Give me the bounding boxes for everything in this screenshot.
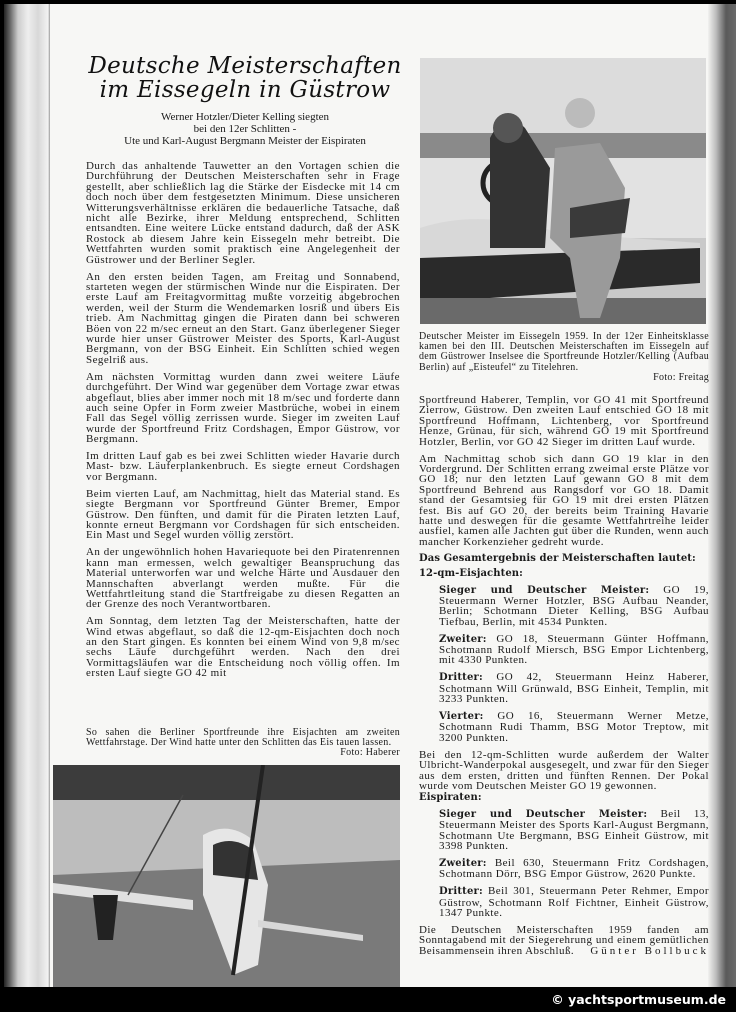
result-place: Zweiter:: [439, 633, 487, 645]
result-text: Beil 630, Steuermann Fritz Cordshagen, Schotmann Dörr, BSG Empor Güstrow, 2620 Punkte.: [439, 856, 710, 881]
result-place: Vierter:: [439, 711, 484, 723]
watermark: © yachtsportmuseum.de: [551, 992, 726, 1007]
paragraph: An der ungewöhnlich hohen Havariequote bei den Piratenrennen kann man ermessen, welch gewaltiger Beanspruchung das Material unterworfen war und welche Härte und Ausdauer den Mannschaften abverlangt werden mußte. Für die Wettfahrtleitung stand die Startfreigabe zu diesen Regatten an der Grenze des noch Verantwortbaren.: [86, 546, 400, 611]
left-column: [86, 161, 400, 685]
class-heading-12qm: 12-qm-Eisjachten:: [419, 568, 523, 580]
closing-paragraph: [419, 925, 709, 956]
title-line-1: Deutsche Meisterschaften: [88, 53, 402, 79]
paragraph: Bei den 12-qm-Schlitten wurde außerdem der Walter Ulbricht-Wanderpokal ausgesegelt, und zwar für den Sieger aus dem ersten, dritten und fünften Rennen. Der Pokal wurde vom Deutschen Meister GO 19 gewonnen.: [419, 748, 709, 792]
article-title: [85, 54, 405, 102]
article-subtitle: [85, 111, 405, 147]
result-entry: [419, 711, 709, 743]
subtitle-line: Ute und Karl-August Bergmann Meister der Eispiraten: [124, 135, 366, 147]
result-text: GO 19, Steuermann Werner Hotzler, BSG Aufbau Neander, Berlin; Schotmann Dieter Kelling, BSG Aufbau Tiefbau, Berlin, mit 4534 Punkten.: [439, 583, 710, 628]
paragraph: Am nächsten Vormittag wurden dann zwei weitere Läufe durchgeführt. Der Wind war gegenüber dem Vortage zwar etwas abgeflaut, blies aber immer noch mit 18 m/sec und forderte dann auch seine Opfer in Form zweier Mastbrüche, wobei in einem Fall das Segel völlig zerrissen wurde. Sieger im zweiten Lauf wurde der Sportfreund Fritz Cordshagen, Empor Güstrow, vor Bergmann.: [86, 370, 400, 446]
right-column: [419, 395, 709, 963]
photo-credit: Foto: Freitag: [653, 371, 709, 383]
paragraph: Sportfreund Haberer, Templin, vor GO 41 mit Sportfreund Zierrow, Güstrow. Den zweiten Lauf entschied GO 18 mit Sportfreund Hoffmann, Lichtenberg, vor Sportfreund Henze, Grünau, für sich, während GO 19 mit Sportfreund Hotzler, Berlin, vor GO 42 Sieger im dritten Lauf wurde.: [419, 394, 709, 448]
page-edge-stack: [4, 4, 50, 987]
book-binding-shadow: [708, 4, 736, 987]
paragraph: Durch das anhaltende Tauwetter an den Vortagen schien die Durchführung der Deutschen Meisterschaften sehr in Frage gestellt, aber schließlich lag die Stärke der Eisdecke mit 14 cm doch noch über dem festgesetzten Minimum. Diese unsicheren Witterungsverhältnisse erklären die bedauerliche Tatsache, daß nicht alle Bezirke, ihrer Meldung entsprechend, Schlitten entsandten. Eine weitere Lücke entstand dadurch, daß der ASK Rostock ab diesem Jahre kein Eissegeln mehr betreibt. Die Wettfahrten wurden somit praktisch eine Angelegenheit der Güstrower und der Berliner Segler.: [86, 160, 400, 266]
paragraph: Am Nachmittag schob sich dann GO 19 klar in den Vordergrund. Der Schlitten errang zweimal erste Plätze vor GO 18; nur den letzten Lauf gewann GO 8 mit dem Sportfreund Behrend aus Rangsdorf vor GO 18. Damit stand der Gesamtsieg für GO 19 mit drei ersten Plätzen fest. Bis auf GO 20, der bereits beim Training Havarie hatte und deswegen für die gesamte Wettfahrtreihe leider ausfiel, kamen alle Jachten gut über die Runden, wenn auch mancher Korkenzieher gedreht wurde.: [419, 452, 709, 548]
result-text: GO 42, Steuermann Heinz Haberer, Schotmann Will Grünwald, BSG Einheit, Templin, mit 3233 Punkten.: [439, 671, 709, 706]
bottom-photo-caption: [86, 728, 400, 759]
results-heading: Das Gesamtergebnis der Meisterschaften lautet:: [419, 552, 696, 564]
result-place: Dritter:: [439, 886, 483, 898]
result-text: GO 16, Steuermann Werner Metze, Schotmann Rudi Thamm, BSG Motor Treptow, mit 3200 Punkten.: [439, 710, 709, 744]
result-text: GO 18, Steuermann Günter Hoffmann, Schotmann Rudolf Miersch, BSG Empor Lichtenberg, mit 4330 Punkten.: [439, 632, 709, 667]
caption-text: So sahen die Berliner Sportfreunde ihre Eisjachten am zweiten Wettfahrstage. Der Wind hatte unter den Schlitten das Eis tauen lassen.: [86, 727, 400, 749]
result-text: Beil 13, Steuermann Meister des Sports Karl-August Bergmann, Schotmann Ute Bergmann, BSG Einheit Güstrow, mit 3398 Punkten.: [439, 807, 709, 853]
result-place: Dritter:: [439, 672, 483, 684]
result-entry: [419, 634, 709, 666]
author-signature: Günter Bollbuck: [590, 944, 709, 957]
photo-ice-yachts-on-thawed-ice: [53, 765, 400, 987]
photo-ice-yacht-champions: [420, 58, 706, 324]
paragraph: Im dritten Lauf gab es bei zwei Schlitten wieder Havarie durch Mast- bzw. Läuferplankenbruch. Es siegte erneut Cordshagen vor Bergmann.: [86, 450, 400, 483]
photo-credit: Foto: Haberer: [340, 747, 400, 759]
result-text: Beil 301, Steuermann Peter Rehmer, Empor Güstrow, Schotmann Rolf Fichtner, Einheit Güstrow, 1347 Punkte.: [439, 885, 709, 920]
subtitle-line: Werner Hotzler/Dieter Kelling siegten: [160, 111, 330, 123]
result-place: Sieger und Deutscher Meister:: [439, 808, 648, 820]
class-heading-eispiraten: Eispiraten:: [419, 792, 482, 804]
top-photo-caption: [419, 332, 709, 383]
closing-text: Die Deutschen Meisterschaften 1959 fanden am Sonntagabend mit der Siegerehrung und einem gemütlichen Beisammensein ihren Abschluß.: [419, 923, 709, 957]
subtitle-line: bei den 12er Schlitten -: [193, 123, 297, 135]
caption-text: Deutscher Meister im Eissegeln 1959. In der 12er Einheitsklasse kamen bei den III. Deutschen Meisterschaften im Eissegeln auf dem Güstrower Inselsee die Sportfreunde Hotzler/Kelling (Aufbau Berlin) auf „Eisteufel“ zu Titelehren.: [419, 331, 709, 373]
title-line-2: im Eissegeln in Güstrow: [99, 77, 391, 103]
paragraph: Beim vierten Lauf, am Nachmittag, hielt das Material stand. Es siegte Bergmann vor Sportfreund Günter Bremer, Empor Güstrow. Den fünften, und damit für die Piraten letzten Lauf, konnte erneut Bergmann vor Cordshagen für sich entscheiden. Ein Mast und Segel wurden völlig zerstört.: [86, 487, 400, 542]
result-entry: [419, 585, 709, 628]
result-entry: [419, 886, 709, 918]
result-place: Sieger und Deutscher Meister:: [439, 584, 650, 596]
result-place: Zweiter:: [439, 857, 487, 869]
paragraph: An den ersten beiden Tagen, am Freitag und Sonnabend, starteten wegen der stürmischen Winde nur die Eispiraten. Der erste Lauf am Freitagvormittag mußte vorzeitig abgebrochen werden, weil der Sturm die Wendemarken losriß und übers Eis trieb. Am Nachmittag gingen die Piraten dann bei schweren Böen von 22 m/sec erneut an den Start. Ganz überlegener Sieger wurde hier unser Güstrower Meister des Sports, Karl-August Bergmann, von der BSG Einheit. Ein Schlitten schied wegen Segelriß aus.: [86, 270, 400, 366]
result-entry: [419, 809, 709, 852]
paragraph: Am Sonntag, dem letzten Tag der Meisterschaften, hatte der Wind etwas abgeflaut, so daß die 12-qm-Eisjachten doch noch an den Start gingen. Es konnten bei einem Wind von 9,8 m/sec sechs Läufe durchgeführt werden. Nach den drei Vormittagsläufen war die Entscheidung noch völlig offen. Im ersten Lauf siegte GO 42 mit: [86, 615, 400, 680]
result-entry: [419, 672, 709, 704]
result-entry: [419, 858, 709, 880]
